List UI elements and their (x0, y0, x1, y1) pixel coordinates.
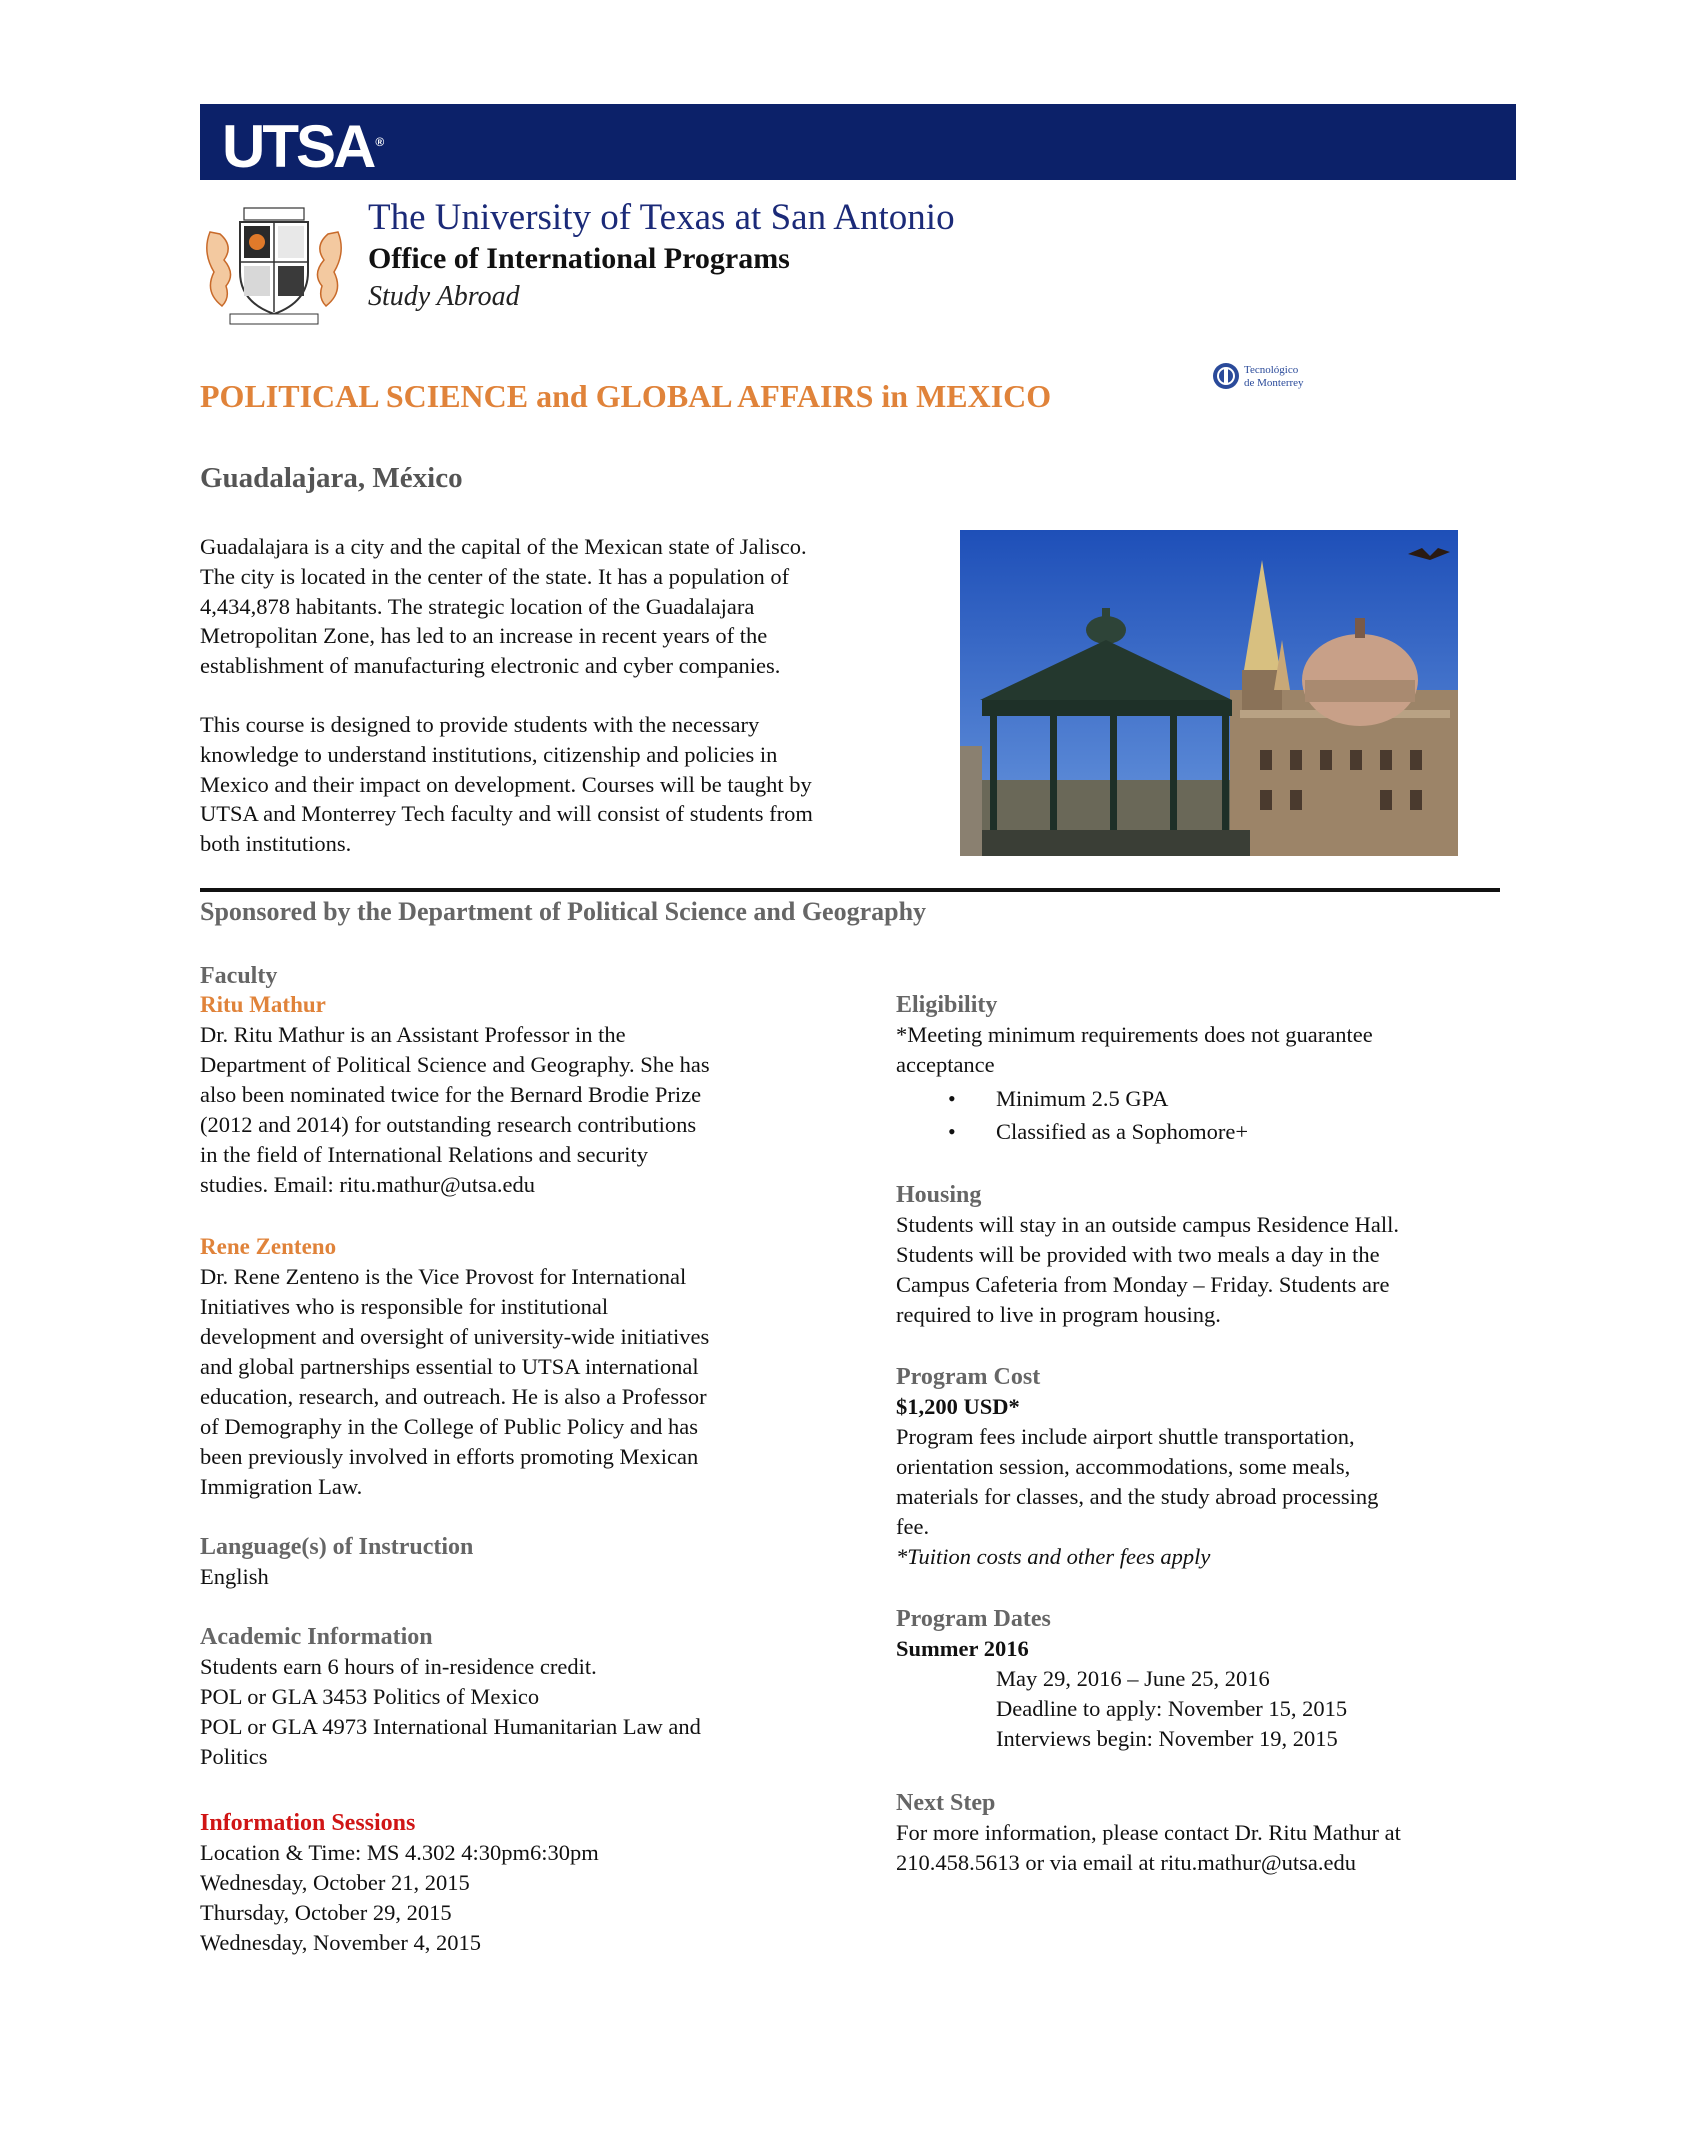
academic-info: Students earn 6 hours of in-residence credit. POL or GLA 3453 Politics of Mexico POL or GLA 4973 International Humanitarian Law and Politics (200, 1654, 701, 1769)
list-item: • Classified as a Sophomore+ (996, 1115, 1496, 1148)
program-title: POLITICAL SCIENCE and GLOBAL AFFAIRS in MEXICO (200, 378, 1052, 414)
faculty-bio-zenteno: Dr. Rene Zenteno is the Vice Provost for International Initiatives who is responsible for institutional development and oversight of university-wide initiatives and global partnerships essential to UTSA international education, research, and outreach. He is also a Professor of Demography in the College of Public Policy and has been previously involved in efforts promoting Mexican Immigration Law. (200, 1264, 710, 1499)
faculty-bio-mathur: Dr. Ritu Mathur is an Assistant Professor in the Department of Political Science and Geography. She has also been nominated twice for the Bernard Brodie Prize (2012 and 2014) for outstanding research contributions in the field of International Relations and security studies. Email: ritu.mathur@utsa.edu (200, 1022, 710, 1197)
info-sessions-list: Location & Time: MS 4.302 4:30pm6:30pm Wednesday, October 21, 2015 Thursday, October 29, 2015 Wednesday, November 4, 2015 (200, 1840, 599, 1955)
list-item: • Minimum 2.5 GPA (996, 1082, 1496, 1115)
program-location: Guadalajara, México (200, 462, 463, 494)
faculty-name-mathur: Ritu Mathur (200, 992, 326, 1017)
utsa-banner (200, 104, 1516, 180)
sponsor-line: Sponsored by the Department of Political Science and Geography (200, 897, 927, 926)
office-subtitle: Study Abroad (368, 281, 520, 312)
academic-heading: Academic Information (200, 1624, 433, 1650)
office-name: Office of International Programs (368, 242, 790, 275)
info-sessions-heading: Information Sessions (200, 1810, 416, 1836)
guadalajara-cathedral-photo (960, 530, 1458, 856)
next-step-heading: Next Step (896, 1790, 996, 1816)
housing-text: Students will stay in an outside campus Residence Hall. Students will be provided with two meals a day in the Campus Cafeteria from Monday – Friday. Students are required to live in program housing. (896, 1212, 1400, 1327)
next-step-text: For more information, please contact Dr. Ritu Mathur at 210.458.5613 or via email at ritu.mathur@utsa.edu (896, 1820, 1401, 1875)
language-heading: Language(s) of Instruction (200, 1534, 474, 1560)
dates-list: May 29, 2016 – June 25, 2016 Deadline to apply: November 15, 2015 Interviews begin: November 19, 2015 (996, 1666, 1348, 1751)
cost-details: Program fees include airport shuttle transportation, orientation session, accommodations, some meals, materials for classes, and the study abroad processing fee. *Tuition costs and other fees apply (896, 1422, 1496, 1572)
language-value: English (200, 1564, 269, 1589)
utsa-logo: UTSA ® (222, 113, 385, 180)
tec-monterrey-logo: Tecnológico de Monterrey (1212, 360, 1332, 396)
university-name: The University of Texas at San Antonio (368, 197, 955, 238)
course-paragraph: This course is designed to provide students with the necessary knowledge to understand institutions, citizenship and policies in Mexico and their impact on development. Courses will be taught by UTSA and Monterrey Tech faculty and will consist of students from both institutions. (200, 712, 813, 857)
faculty-heading: Faculty (200, 963, 278, 989)
faculty-name-zenteno: Rene Zenteno (200, 1234, 337, 1259)
eligibility-list (996, 1082, 1496, 1148)
cost-note: *Tuition costs and other fees apply (896, 1544, 1211, 1569)
cost-amount: $1,200 USD* (896, 1394, 1020, 1419)
dates-term: Summer 2016 (896, 1636, 1029, 1661)
cost-heading: Program Cost (896, 1364, 1041, 1390)
tec-monterrey-icon (1212, 362, 1240, 390)
dates-heading: Program Dates (896, 1606, 1051, 1632)
eligibility-heading: Eligibility (896, 992, 998, 1018)
housing-heading: Housing (896, 1182, 982, 1208)
eligibility-note: *Meeting minimum requirements does not guarantee acceptance (896, 1022, 1373, 1077)
section-divider (200, 888, 1500, 892)
university-crest-icon (200, 202, 348, 326)
intro-paragraph: Guadalajara is a city and the capital of the Mexican state of Jalisco. The city is located in the center of the state. It has a population of 4,434,878 habitants. The strategic location of the Guadalajara Metropolitan Zone, has led to an increase in recent years of the establishment of manufacturing electronic and cyber companies. (200, 534, 807, 679)
